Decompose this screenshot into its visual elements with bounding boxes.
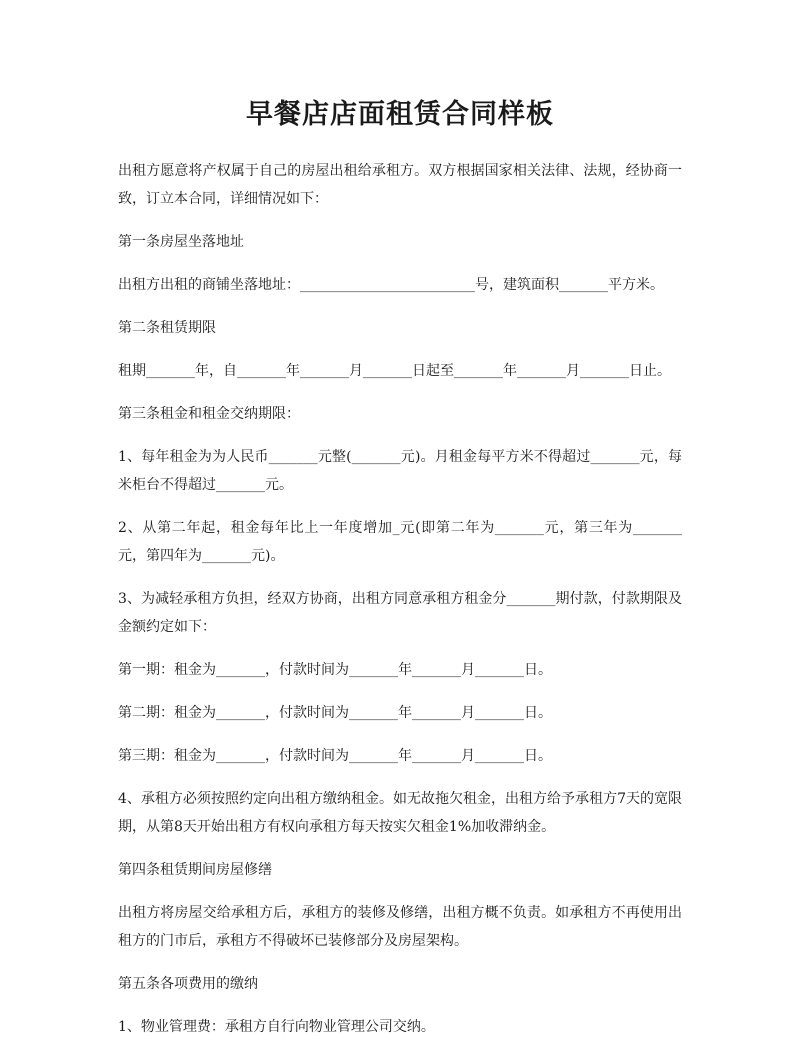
rent-clause-1: 1、每年租金为为人民币_______元整(_______元)。月租金每平方米不得超过_______元，每米柜台不得超过_______元。	[118, 449, 682, 493]
document-title: 早餐店店面租赁合同样板	[246, 99, 554, 130]
section-heading-1: 第一条房屋坐落地址	[118, 234, 244, 250]
section-heading-3: 第三条租金和租金交纳期限：	[118, 406, 300, 422]
document-page	[118, 92, 682, 1056]
section-heading-5: 第五条各项费用的缴纳	[118, 976, 258, 992]
term-paragraph: 租期_______年，自_______年_______月_______日起至_______年_______月_______日止。	[118, 363, 671, 379]
section-heading-4: 第四条租赁期间房屋修缮	[118, 862, 272, 878]
rent-clause-2: 2、从第二年起，租金每年比上一年度增加_元(即第二年为_______元，第三年为_______元，第四年为_______元)。	[118, 520, 682, 564]
fees-clause-1: 1、物业管理费：承租方自行向物业管理公司交纳。	[118, 1019, 435, 1035]
rent-clause-4: 4、承租方必须按照约定向出租方缴纳租金。如无故拖欠租金，出租方给予承租方7天的宽限期，从第8天开始出租方有权向承租方每天按实欠租金1%加收滞纳金。	[118, 791, 682, 835]
installment-2: 第二期：租金为_______，付款时间为_______年_______月_______日。	[118, 705, 552, 721]
address-paragraph: 出租方出租的商铺坐落地址：_________________________号，建筑面积_______平方米。	[118, 277, 664, 293]
installment-3: 第三期：租金为_______，付款时间为_______年_______月_______日。	[118, 748, 552, 764]
intro-paragraph: 出租方愿意将产权属于自己的房屋出租给承租方。双方根据国家相关法律、法规，经协商一致，订立本合同，详细情况如下：	[118, 163, 682, 207]
section-heading-2: 第二条租赁期限	[118, 320, 216, 336]
installment-1: 第一期：租金为_______，付款时间为_______年_______月_______日。	[118, 662, 552, 678]
repair-paragraph: 出租方将房屋交给承租方后，承租方的装修及修缮，出租方概不负责。如承租方不再使用出租方的门市后，承租方不得破坏已装修部分及房屋架构。	[118, 905, 682, 949]
rent-clause-3: 3、为减轻承租方负担，经双方协商，出租方同意承租方租金分_______期付款，付款期限及金额约定如下：	[118, 591, 682, 635]
